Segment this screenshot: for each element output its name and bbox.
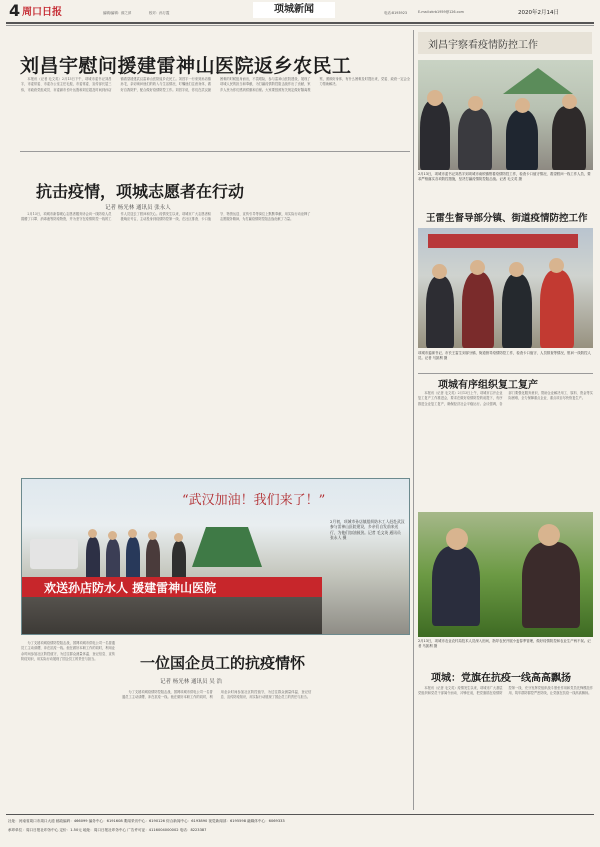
farm-photo bbox=[418, 512, 593, 637]
lead-divider bbox=[20, 151, 410, 152]
person-figure bbox=[172, 541, 186, 579]
person-head bbox=[148, 531, 157, 540]
lead-headline: 刘昌宇慰问援建雷神山医院返乡农民工 bbox=[20, 55, 352, 77]
person-figure bbox=[552, 106, 586, 170]
mid-right-headline: 王雷生督导部分镇、街道疫情防控工作 bbox=[426, 213, 588, 224]
footer-rule bbox=[6, 814, 594, 815]
designer-credit: 校对：孙万霞 bbox=[149, 11, 170, 15]
person-head bbox=[538, 524, 560, 546]
person-figure bbox=[420, 100, 450, 170]
party-headline: 项城：党旗在抗疫一线高高飘扬 bbox=[431, 673, 571, 684]
enterprise-byline: 记者 杨光林 通讯员 吴 浩 bbox=[160, 679, 222, 685]
column-divider bbox=[413, 30, 414, 810]
masthead-rule bbox=[6, 22, 594, 24]
red-awning-icon bbox=[428, 234, 578, 248]
person-head bbox=[174, 533, 183, 542]
banner-slogan: 欢送孙店防水人 援建雷神山医院 bbox=[44, 581, 217, 595]
party-body bbox=[418, 686, 593, 807]
person-head bbox=[432, 264, 447, 279]
footer-print: 承印单位：周口日报社印务中心 定价：1.50元 地址：周口日报社印务中心 广告许可证：4116004000002 电话：8223387 bbox=[8, 828, 207, 832]
person-figure bbox=[86, 537, 100, 579]
crowd-strip bbox=[22, 597, 322, 634]
volunteer-body-text: 2月13日，项城市新春暖心志愿者服务协会向一线防疫人员捐赠了口罩、消毒液等防疫物资，并为坚守在疫情防控一线的工作人员送去了慰问和关心。疫情发生以来，项城市广大志愿者积极响应号召，主动投身到疫情防控第一线，在社区排查、卡口值守、物资运送、宣传引导等岗位上默默奉献，用实际行动诠释了志愿服务精神，为打赢疫情防控阻击战贡献了力量。 bbox=[21, 212, 311, 222]
top-right-photo bbox=[418, 60, 593, 170]
section-label: 项城新闻 bbox=[253, 2, 335, 18]
banner-quote: “武汉加油！我们来了！” bbox=[182, 493, 326, 508]
top-right-caption: 2月13日，项城市委书记刘昌宇到项城市南顿镇察看疫情防控工作，检查卡口值守情况，看望慰问一线工作人员，要求严格落实各项防控措施，坚决打赢疫情防控阻击战。记者 毛文英 摄 bbox=[418, 172, 591, 181]
person-figure bbox=[432, 546, 480, 626]
phone: 电话:8193923 bbox=[384, 11, 408, 15]
volunteer-headline: 抗击疫情，项城志愿者在行动 bbox=[36, 182, 245, 201]
person-head bbox=[88, 529, 97, 538]
person-head bbox=[509, 262, 524, 277]
person-head bbox=[515, 98, 530, 113]
banner-caption: 2月初，项城市孙店镇组织防水工人赶赴武汉参与雷神山医院建设，乡亲们自发前来送行，为他们加油鼓劲。记者 毛文英 通讯员 张永人 摄 bbox=[330, 519, 405, 541]
truck-icon bbox=[30, 539, 78, 569]
volunteer-body bbox=[21, 212, 410, 477]
enterprise-headline: 一位国企员工的抗疫情怀 bbox=[140, 654, 306, 672]
top-right-headline: 刘昌宇察看疫情防控工作 bbox=[428, 40, 538, 51]
mid-right-caption: 项城市委副书记、市长王雷生到部分镇、街道督导疫情防控工作，检查卡口值守、人员排查等情况，慰问一线防控人员。记者 马凯利 摄 bbox=[418, 351, 591, 360]
person-figure bbox=[522, 542, 580, 628]
paper-logo: 周口日报 bbox=[22, 7, 62, 18]
person-head bbox=[446, 528, 468, 550]
person-figure bbox=[126, 537, 140, 579]
right-header-1 bbox=[418, 32, 592, 54]
person-head bbox=[562, 94, 577, 109]
person-head bbox=[128, 529, 137, 538]
resume-headline: 项城有序组织复工复产 bbox=[438, 380, 538, 391]
enterprise-left-column bbox=[21, 641, 115, 807]
masthead bbox=[6, 0, 596, 22]
lead-body-text: 本报讯（记者 毛文英）2月13日下午，项城市委书记刘昌宇，市委常委、市委办公室主任毛振，市委常委、宣传部长屈三伟，市政府党组成员、市委副市长叶运胜和刘宏超及时间到孙店镇看望援建武汉雷神山医院返乡农民工。刘昌宇一行来到孙店镇孙宅，亲切询问他们的收入与生活情况，叮嘱他们注意身体，做好自我防护，配合做好疫情防控工作。刘昌宇说，你们在武汉最困难的时候挺身而出，不畏艰险，参与雷神山医院建设，展现了项城人民的担当和奉献，为打赢疫情防控阻击战作出了贡献，家乡人民为你们感到骄傲和自豪。大家要按照有关规定做好隔离观察，照顾好身体，有什么困难及时提出来，党委、政府一定会全力帮助解决。 bbox=[21, 77, 410, 92]
mid-right-divider bbox=[418, 373, 593, 374]
enterprise-body-text-2: 为了支援项城疫情防控阻击战，国网项城市供电公司一名普通员工主动请缨，冲在抗疫一线。他在做好本职工作的同时，利用业余时间参加社区防控值守，为过往群众测量体温、登记信息、宣传防疫知识，用实际行动展现了国企员工的责任与担当。 bbox=[122, 690, 312, 700]
volunteer-byline: 记者 杨光林 通讯员 张永人 bbox=[105, 205, 171, 211]
person-head bbox=[549, 258, 564, 273]
footer-address: 社址：河南省周口市周口大道 邮政编码：466099 编务中心：6191608 要闻采访中心：6190126 综合新闻中心：6193890 视觉新闻部：6195598 融媒体中心：6069333 bbox=[8, 819, 285, 823]
resume-body-text: 本报讯（记者 毛文英）2月13日上午，项城市召开企业复工复产工作推进会，要求在做好疫情防控的前提下，有序推进企业复工复产，确保经济社会平稳运行。会议强调，各部门要强化服务意识，帮助企业解决用工、原料、资金等实际困难，全力保障重点企业、重点项目尽快恢复生产。 bbox=[418, 391, 593, 406]
person-head bbox=[427, 90, 443, 106]
person-figure bbox=[540, 270, 574, 348]
email: E-mail:zkrb1959@126.com bbox=[418, 10, 464, 14]
enterprise-body-text: 为了支援项城疫情防控阻击战，国网项城市供电公司一名普通员工主动请缨，冲在抗疫一线。他在做好本职工作的同时，利用业余时间参加社区防控值守，为过往群众测量体温、登记信息、宣传防疫知识，用实际行动展现了国企员工的责任与担当。 bbox=[21, 641, 115, 661]
person-figure bbox=[502, 274, 532, 348]
banner-photo bbox=[21, 478, 410, 635]
person-figure bbox=[506, 110, 538, 170]
lead-body bbox=[21, 77, 410, 147]
mid-right-photo bbox=[418, 228, 593, 348]
person-figure bbox=[462, 272, 494, 348]
person-figure bbox=[458, 108, 492, 170]
green-tent-icon bbox=[192, 527, 262, 567]
person-figure bbox=[146, 539, 160, 579]
party-body-text: 本报讯（记者 毛文英）疫情发生以来，项城市广大基层党组织和党员干部闻令而动、冲锋在前，把党旗插在疫情防控第一线，充分发挥党组织战斗堡垒作用和党员先锋模范作用，筑牢群防群控严密防线，让党旗在抗疫一线高高飘扬。 bbox=[418, 686, 593, 696]
enterprise-body bbox=[122, 690, 410, 807]
person-figure bbox=[106, 539, 120, 579]
person-head bbox=[470, 260, 485, 275]
person-head bbox=[468, 96, 483, 111]
person-head bbox=[108, 531, 117, 540]
red-banner bbox=[22, 577, 322, 597]
masthead-rule-thin bbox=[6, 25, 594, 26]
editor-credit: 编辑/编辑：薛之萍 bbox=[103, 11, 132, 15]
farm-caption: 2月13日，项城市农业农村局技术人员深入田间，指导农民开展小麦春季管理，做好疫情防控和农业生产两不误。记者 马凯利 摄 bbox=[418, 639, 591, 648]
page-number: 4 bbox=[9, 1, 21, 20]
person-figure bbox=[426, 276, 454, 348]
issue-date: 2020年2月14日 bbox=[518, 10, 559, 16]
resume-body bbox=[418, 391, 593, 496]
tent-roof-icon bbox=[488, 68, 588, 94]
